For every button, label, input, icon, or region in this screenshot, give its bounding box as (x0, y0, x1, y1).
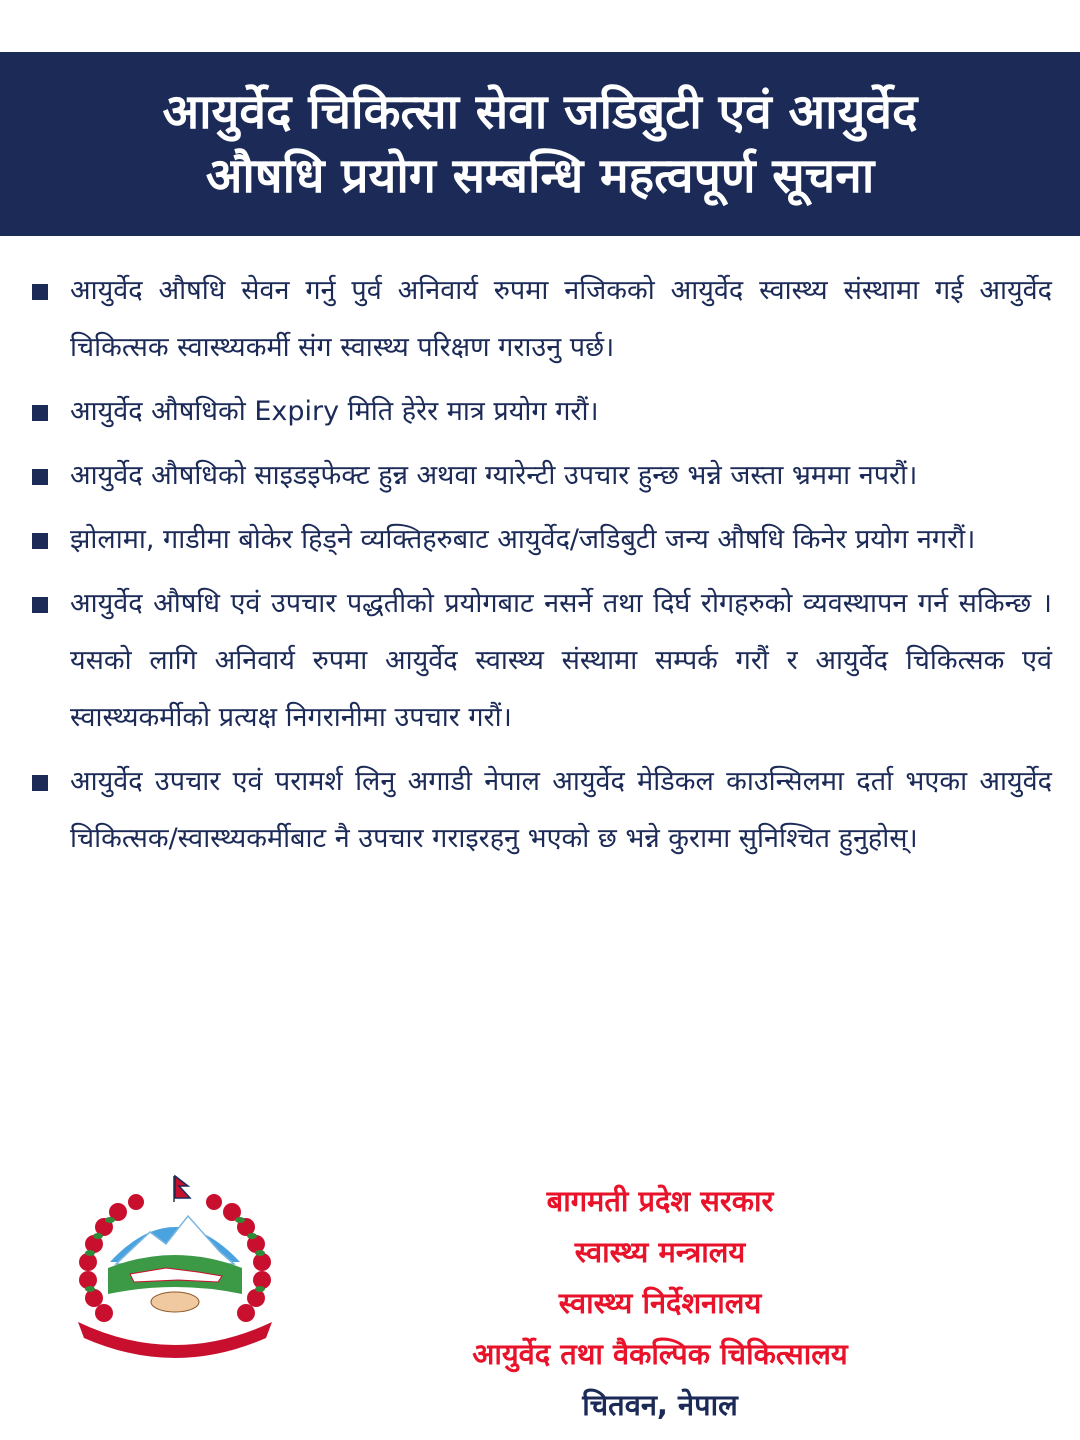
notice-list (32, 262, 1052, 874)
location: चितवन, नेपाल (582, 1388, 738, 1422)
square-bullet-icon (32, 405, 48, 421)
hospital-name: आयुर्वेद तथा वैकल्पिक चिकित्सालय (472, 1337, 848, 1371)
title-line-1: आयुर्वेद चिकित्सा सेवा जडिबुटी एवं आयुर्वेद (162, 84, 918, 140)
ministry-name: स्वास्थ्य मन्त्रालय (574, 1235, 746, 1269)
notice-text: आयुर्वेद उपचार एवं परामर्श लिनु अगाडी नेपाल आयुर्वेद मेडिकल काउन्सिलमा दर्ता भएका आयुर्वेद चिकित्सक/स्वास्थ्यकर्मीबाट नै उपचार गराइरहनु भएको छ भन्ने कुरामा सुनिश्चित हुनुहोस्। (70, 766, 1052, 854)
issuer-block (270, 1176, 1050, 1431)
provincial-government: बागमती प्रदेश सरकार (546, 1184, 774, 1218)
square-bullet-icon (32, 775, 48, 791)
notice-text: आयुर्वेद औषधिको साइडइफेक्ट हुन्न अथवा ग्यारेन्टी उपचार हुन्छ भन्ने जस्ता भ्रममा नपरौं। (70, 460, 918, 491)
notice-item (32, 262, 1052, 376)
square-bullet-icon (32, 533, 48, 549)
square-bullet-icon (32, 597, 48, 613)
notice-text: आयुर्वेद औषधि सेवन गर्नु पुर्व अनिवार्य रुपमा नजिकको आयुर्वेद स्वास्थ्य संस्थामा गई आयुर्वेद चिकित्सक स्वास्थ्यकर्मी संग स्वास्थ्य परिक्षण गराउनु पर्छ। (70, 275, 1052, 363)
notice-item (32, 383, 1052, 440)
notice-item (32, 575, 1052, 746)
square-bullet-icon (32, 284, 48, 300)
notice-text: आयुर्वेद औषधि एवं उपचार पद्धतीको प्रयोगबाट नसर्ने तथा दिर्घ रोगहरुको व्यवस्थापन गर्न सकिन्छ । यसको लागि अनिवार्य रुपमा आयुर्वेद स्वास्थ्य संस्थामा सम्पर्क गरौं र आयुर्वेद चिकित्सक एवं स्वास्थ्यकर्मीको प्रत्यक्ष निगरानीमा उपचार गरौं। (70, 588, 1052, 733)
notice-item (32, 511, 1052, 568)
directorate-name: स्वास्थ्य निर्देशनालय (558, 1286, 762, 1320)
nepal-government-emblem-icon (70, 1172, 280, 1360)
notice-text: आयुर्वेद औषधिको Expiry मिति हेरेर मात्र प्रयोग गरौं। (70, 396, 599, 427)
notice-item (32, 447, 1052, 504)
title-banner (0, 52, 1080, 236)
title-line-2: औषधि प्रयोग सम्बन्धि महत्वपूर्ण सूचना (205, 148, 875, 204)
notice-text: झोलामा, गाडीमा बोकेर हिड्ने व्यक्तिहरुबाट आयुर्वेद/जडिबुटी जन्य औषधि किनेर प्रयोग नगरौं। (70, 524, 976, 555)
square-bullet-icon (32, 469, 48, 485)
notice-item (32, 753, 1052, 867)
